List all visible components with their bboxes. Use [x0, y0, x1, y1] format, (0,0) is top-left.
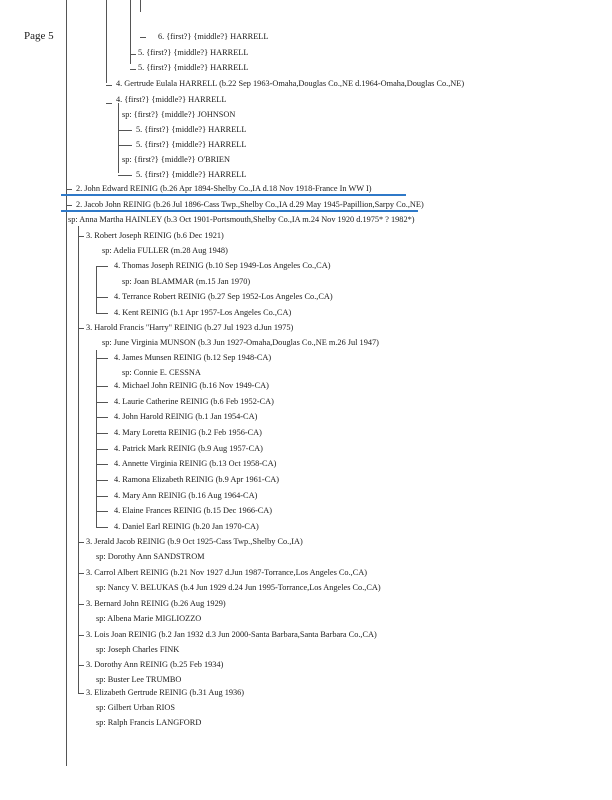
tree-entry: 4. Patrick Mark REINIG (b.9 Aug 1957-CA): [114, 444, 263, 453]
tree-connector: [96, 527, 108, 528]
tree-entry: sp: Nancy V. BELUKAS (b.4 Jun 1929 d.24 Jun 1995-Torrance,Los Angeles Co.,CA): [96, 583, 381, 592]
tree-entry: sp: Albena Marie MIGLIOZZO: [96, 614, 202, 623]
tree-entry: sp: {first?} {middle?} JOHNSON: [122, 110, 236, 119]
tree-entry: sp: June Virginia MUNSON (b.3 Jun 1927-Omaha,Douglas Co.,NE m.26 Jul 1947): [102, 338, 379, 347]
tree-connector: [106, 85, 112, 86]
tree-line: [96, 266, 97, 314]
tree-connector: [78, 635, 84, 636]
tree-entry: 5. {first?} {middle?} HARRELL: [138, 48, 249, 57]
tree-entry: 4. {first?} {middle?} HARRELL: [116, 95, 227, 104]
tree-entry: sp: {first?} {middle?} O'BRIEN: [122, 155, 230, 164]
tree-connector: [96, 358, 108, 359]
highlight-underline: [61, 194, 406, 196]
tree-connector: [118, 145, 132, 146]
tree-entry: sp: Anna Martha HAINLEY (b.3 Oct 1901-Portsmouth,Shelby Co.,IA m.24 Nov 1920 d.1975* ? 1982*): [68, 215, 415, 224]
tree-entry: 4. Annette Virginia REINIG (b.13 Oct 1958-CA): [114, 459, 277, 468]
tree-entry: 3. Lois Joan REINIG (b.2 Jan 1932 d.3 Jun 2000-Santa Barbara,Santa Barbara Co.,CA): [86, 630, 377, 639]
tree-entry: sp: Gilbert Urban RIOS: [96, 703, 176, 712]
tree-entry: 3. Robert Joseph REINIG (b.6 Dec 1921): [86, 231, 224, 240]
tree-entry: sp: Dorothy Ann SANDSTROM: [96, 552, 205, 561]
tree-entry: sp: Connie E. CESSNA: [122, 368, 201, 377]
tree-entry: 4. Kent REINIG (b.1 Apr 1957-Los Angeles Co.,CA): [114, 308, 292, 317]
tree-entry: 4. Michael John REINIG (b.16 Nov 1949-CA): [114, 381, 269, 390]
tree-connector: [66, 205, 72, 206]
tree-entry: 3. Bernard John REINIG (b.26 Aug 1929): [86, 599, 226, 608]
tree-entry: 5. {first?} {middle?} HARRELL: [136, 125, 247, 134]
tree-connector: [78, 236, 84, 237]
tree-entry: 4. Elaine Frances REINIG (b.15 Dec 1966-CA): [114, 506, 273, 515]
tree-line: [118, 103, 119, 173]
tree-entry: sp: Joseph Charles FINK: [96, 645, 180, 654]
page-label: Page 5: [24, 30, 54, 42]
tree-connector: [96, 297, 108, 298]
tree-connector: [96, 511, 108, 512]
tree-entry: 4. Daniel Earl REINIG (b.20 Jan 1970-CA): [114, 522, 259, 531]
tree-connector: [96, 496, 108, 497]
tree-entry: 4. Laurie Catherine REINIG (b.6 Feb 1952-CA): [114, 397, 274, 406]
tree-entry: 3. Dorothy Ann REINIG (b.25 Feb 1934): [86, 660, 224, 669]
tree-entry: sp: Buster Lee TRUMBO: [96, 675, 182, 684]
tree-line: [96, 350, 97, 528]
tree-entry: 4. James Munsen REINIG (b.12 Sep 1948-CA): [114, 353, 272, 362]
tree-entry: 4. Terrance Robert REINIG (b.27 Sep 1952-Los Angeles Co.,CA): [114, 292, 333, 301]
tree-entry: 3. Jerald Jacob REINIG (b.9 Oct 1925-Cass Twp.,Shelby Co.,IA): [86, 537, 303, 546]
tree-line: [106, 0, 107, 83]
tree-connector: [130, 54, 136, 55]
tree-connector: [96, 266, 108, 267]
highlight-underline: [61, 210, 418, 212]
tree-connector: [140, 37, 146, 38]
tree-connector: [66, 189, 72, 190]
tree-entry: 5. {first?} {middle?} HARRELL: [136, 140, 247, 149]
tree-connector: [78, 693, 84, 694]
tree-line: [66, 0, 67, 766]
tree-connector: [130, 69, 136, 70]
tree-entry: sp: Adelia FULLER (m.28 Aug 1948): [102, 246, 228, 255]
tree-connector: [96, 313, 108, 314]
tree-connector: [78, 328, 84, 329]
tree-entry: 4. Ramona Elizabeth REINIG (b.9 Apr 1961-CA): [114, 475, 279, 484]
tree-connector: [96, 386, 108, 387]
tree-entry: 6. {first?} {middle?} HARRELL: [158, 32, 269, 41]
tree-line: [78, 226, 79, 694]
tree-entry: sp: Joan BLAMMAR (m.15 Jan 1970): [122, 277, 251, 286]
tree-connector: [118, 175, 132, 176]
tree-connector: [96, 464, 108, 465]
tree-connector: [118, 130, 132, 131]
tree-entry: 4. Mary Ann REINIG (b.16 Aug 1964-CA): [114, 491, 258, 500]
tree-entry: 4. Thomas Joseph REINIG (b.10 Sep 1949-Los Angeles Co.,CA): [114, 261, 331, 270]
tree-connector: [96, 433, 108, 434]
tree-connector: [96, 417, 108, 418]
tree-entry: 3. Elizabeth Gertrude REINIG (b.31 Aug 1936): [86, 688, 245, 697]
tree-connector: [96, 402, 108, 403]
tree-entry: 2. John Edward REINIG (b.26 Apr 1894-Shelby Co.,IA d.18 Nov 1918-France In WW I): [76, 184, 372, 193]
tree-entry: 4. Mary Loretta REINIG (b.2 Feb 1956-CA): [114, 428, 262, 437]
tree-entry: 3. Harold Francis "Harry" REINIG (b.27 Jul 1923 d.Jun 1975): [86, 323, 294, 332]
tree-connector: [96, 480, 108, 481]
tree-entry: 4. Gertrude Eulala HARRELL (b.22 Sep 1963-Omaha,Douglas Co.,NE d.1964-Omaha,Douglas Co.,NE): [116, 79, 465, 88]
tree-entry: 4. John Harold REINIG (b.1 Jan 1954-CA): [114, 412, 258, 421]
tree-entry: sp: Ralph Francis LANGFORD: [96, 718, 202, 727]
tree-connector: [78, 604, 84, 605]
tree-connector: [96, 449, 108, 450]
tree-line: [140, 0, 141, 12]
tree-connector: [106, 103, 112, 104]
tree-entry: 3. Carrol Albert REINIG (b.21 Nov 1927 d.Jun 1987-Torrance,Los Angeles Co.,CA): [86, 568, 368, 577]
tree-connector: [78, 542, 84, 543]
tree-entry: 5. {first?} {middle?} HARRELL: [136, 170, 247, 179]
tree-entry: 2. Jacob John REINIG (b.26 Jul 1896-Cass Twp.,Shelby Co.,IA d.29 May 1945-Papillion,Sarpy Co.,NE): [76, 200, 424, 209]
tree-connector: [78, 665, 84, 666]
tree-connector: [78, 573, 84, 574]
tree-entry: 5. {first?} {middle?} HARRELL: [138, 63, 249, 72]
